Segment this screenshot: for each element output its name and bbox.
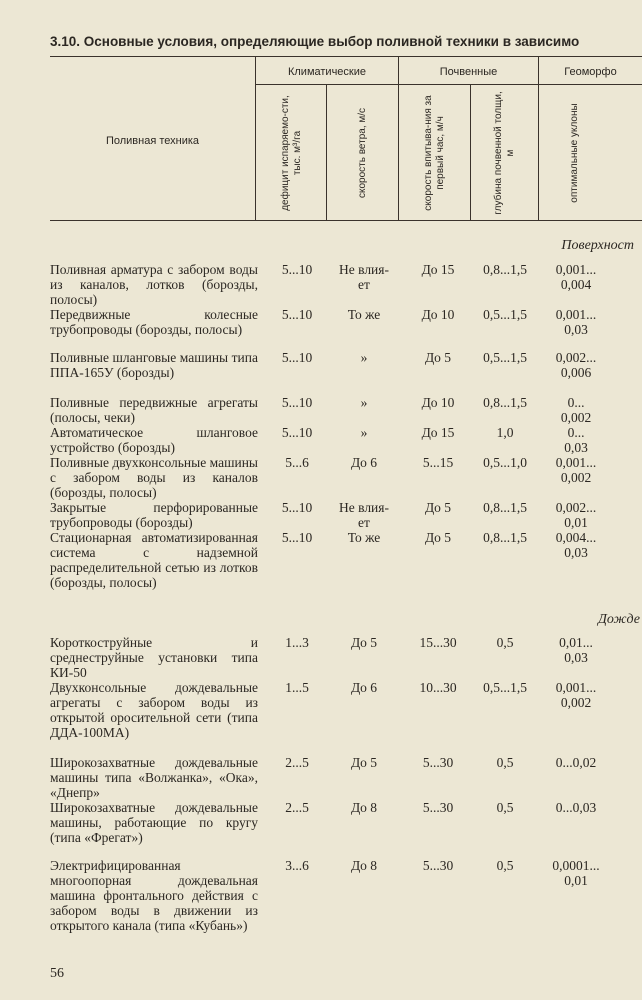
row-name: Короткоструйные и среднеструйные установки типа КИ-50 xyxy=(50,635,258,680)
cell-evap: 5...10 xyxy=(281,262,313,277)
group-header-geomorph: Геоморфо xyxy=(564,66,617,78)
cell-evap: 5...10 xyxy=(281,307,313,322)
cell-wind: До 5 xyxy=(350,635,378,650)
row-name: Поливные передвижные агрегаты (полосы, чеки) xyxy=(50,395,258,425)
cell-infiltration: До 5 xyxy=(424,500,452,515)
col-header-infiltration: скорость впитыва-ния за первый час, м/ч xyxy=(423,94,446,211)
cell-soil-depth: 0,5 xyxy=(496,755,514,770)
cell-infiltration: До 5 xyxy=(424,350,452,365)
cell-wind: То же xyxy=(347,307,381,322)
stub-header: Поливная техника xyxy=(105,135,200,147)
cell-evap: 5...10 xyxy=(281,350,313,365)
cell-slope: 0,0001... 0,01 xyxy=(552,858,600,888)
cell-soil-depth: 0,8...1,5 xyxy=(483,530,527,545)
cell-wind: До 8 xyxy=(350,858,378,873)
top-rule xyxy=(50,56,642,57)
cell-soil-depth: 0,5...1,5 xyxy=(483,350,527,365)
cell-soil-depth: 0,5 xyxy=(496,800,514,815)
cell-evap: 2...5 xyxy=(285,755,309,770)
section-label-sprinkler: Дожде xyxy=(597,612,640,627)
cell-infiltration: 10...30 xyxy=(419,680,457,695)
col-divider-1 xyxy=(326,85,327,220)
col-header-evap: дефицит испаряемо-сти, тыс. м³/га xyxy=(280,94,303,211)
cell-infiltration: До 15 xyxy=(421,425,455,440)
cell-slope: 0,001... 0,03 xyxy=(555,307,597,337)
cell-slope: 0,001... 0,004 xyxy=(555,262,597,292)
cell-wind: » xyxy=(360,350,368,365)
cell-wind: Не влия- ет xyxy=(339,262,389,292)
cell-evap: 5...10 xyxy=(281,530,313,545)
cell-evap: 2...5 xyxy=(285,800,309,815)
cell-slope: 0,002... 0,006 xyxy=(555,350,597,380)
row-name: Двухконсольные дождевальные агрегаты с забором воды из открытой оросительной сети (типа ДДА-100МА) xyxy=(50,680,258,740)
cell-soil-depth: 0,8...1,5 xyxy=(483,500,527,515)
cell-slope: 0,01... 0,03 xyxy=(559,635,593,665)
cell-infiltration: 5...15 xyxy=(422,455,454,470)
header-bottom-rule xyxy=(50,220,642,221)
row-name: Поливные двухконсольные машины с забором воды из каналов (борозды, полосы) xyxy=(50,455,258,500)
cell-slope: 0... 0,002 xyxy=(560,395,592,425)
cell-wind: До 6 xyxy=(350,455,378,470)
cell-soil-depth: 0,5...1,0 xyxy=(483,455,527,470)
cell-wind: » xyxy=(360,425,368,440)
cell-wind: До 6 xyxy=(350,680,378,695)
cell-soil-depth: 0,8...1,5 xyxy=(483,262,527,277)
cell-evap: 3...6 xyxy=(285,858,309,873)
cell-evap: 5...10 xyxy=(281,395,313,410)
col-header-soil-depth: глубина почвенной толщи, м xyxy=(493,90,516,215)
row-name: Поливная арматура с забором воды из каналов, лотков (борозды, полосы) xyxy=(50,262,258,307)
page-number: 56 xyxy=(50,966,64,981)
cell-soil-depth: 0,5 xyxy=(496,858,514,873)
row-name: Широкозахватные дождевальные машины типа «Волжанка», «Ока», «Днепр» xyxy=(50,755,258,800)
row-name: Закрытые перфорированные трубопроводы (борозды) xyxy=(50,500,258,530)
cell-evap: 5...10 xyxy=(281,425,313,440)
cell-infiltration: 5...30 xyxy=(422,858,454,873)
row-name: Поливные шланговые машины типа ППА-165У (борозды) xyxy=(50,350,258,380)
col-header-slopes: оптимальные уклоны xyxy=(569,102,580,203)
cell-infiltration: До 15 xyxy=(421,262,455,277)
col-divider-2 xyxy=(470,85,471,220)
section-label-surface: Поверхност xyxy=(561,238,634,253)
cell-slope: 0...0,02 xyxy=(555,755,597,770)
cell-infiltration: До 10 xyxy=(421,395,455,410)
cell-evap: 1...5 xyxy=(285,680,309,695)
cell-slope: 0,004... 0,03 xyxy=(555,530,597,560)
row-name: Широкозахватные дождевальные машины, работающие по кругу (типа «Фрегат») xyxy=(50,800,258,845)
cell-soil-depth: 0,8...1,5 xyxy=(483,395,527,410)
cell-evap: 5...10 xyxy=(281,500,313,515)
row-name: Электрифицированная многоопорная дождевальная машина фронтального действия с забором воды в движении из открытого канала (типа «Кубань») xyxy=(50,858,258,933)
cell-slope: 0,001... 0,002 xyxy=(555,455,597,485)
group-divider-2 xyxy=(538,57,539,220)
row-name: Стационарная автоматизированная система с надземной распределительной сетью из лотков (борозды, полосы) xyxy=(50,530,258,590)
group-header-climatic: Климатические xyxy=(287,66,366,78)
cell-infiltration: До 10 xyxy=(421,307,455,322)
cell-soil-depth: 1,0 xyxy=(496,425,514,440)
stub-divider xyxy=(255,57,256,220)
cell-infiltration: До 5 xyxy=(424,530,452,545)
cell-slope: 0,001... 0,002 xyxy=(555,680,597,710)
row-name: Автоматическое шланговое устройство (борозды) xyxy=(50,425,258,455)
cell-slope: 0...0,03 xyxy=(555,800,597,815)
cell-evap: 1...3 xyxy=(285,635,309,650)
group-header-soil: Почвенные xyxy=(439,66,498,78)
cell-wind: До 5 xyxy=(350,755,378,770)
cell-wind: До 8 xyxy=(350,800,378,815)
cell-infiltration: 15...30 xyxy=(419,635,457,650)
cell-soil-depth: 0,5...1,5 xyxy=(483,680,527,695)
col-header-wind: скорость ветра, м/с xyxy=(357,107,368,198)
cell-slope: 0... 0,03 xyxy=(564,425,588,455)
cell-soil-depth: 0,5 xyxy=(496,635,514,650)
cell-evap: 5...6 xyxy=(285,455,309,470)
cell-slope: 0,002... 0,01 xyxy=(555,500,597,530)
cell-wind: » xyxy=(360,395,368,410)
group-divider-1 xyxy=(398,57,399,220)
cell-wind: То же xyxy=(347,530,381,545)
table-title: 3.10. Основные условия, определяющие выбор поливной техники в зависимо xyxy=(50,34,580,49)
cell-infiltration: 5...30 xyxy=(422,800,454,815)
row-name: Передвижные колесные трубопроводы (борозды, полосы) xyxy=(50,307,258,337)
cell-infiltration: 5...30 xyxy=(422,755,454,770)
cell-wind: Не влия- ет xyxy=(339,500,389,530)
cell-soil-depth: 0,5...1,5 xyxy=(483,307,527,322)
